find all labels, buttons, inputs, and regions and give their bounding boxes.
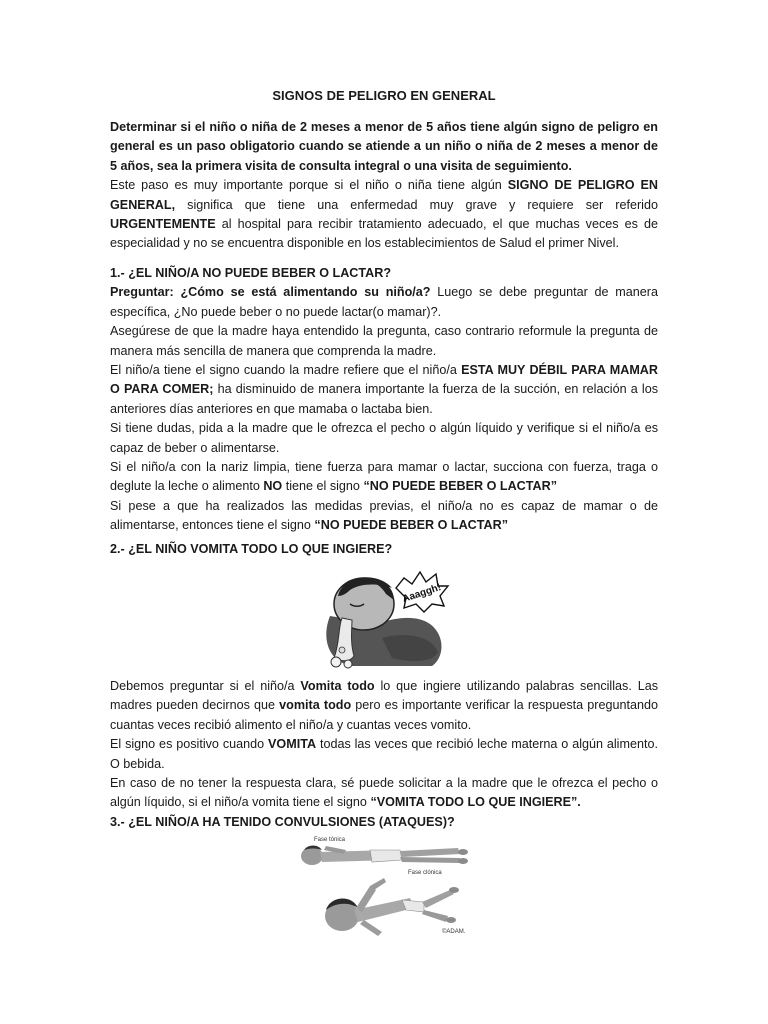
text-run: Si pese a que ha realizados las medidas previas, el niño/a no es capaz de mamar o de alimentarse, entonces tiene el signo [110, 498, 658, 533]
emphasis-no-puede-beber: “NO PUEDE BEBER O LACTAR” [314, 518, 509, 533]
section-1-paragraph-5 [110, 458, 658, 497]
text-run: Si el niño/a con la nariz limpia, tiene fuerza para mamar o lactar, succiona con fuerza, traga o deglute la leche o alimento [110, 460, 658, 494]
section-3-heading: 3.- ¿EL NIÑO/A HA TENIDO CONVULSIONES (ATAQUES)? [110, 814, 455, 829]
emphasis-vomita-todo: Vomita todo [300, 679, 375, 693]
section-1-paragraph-6 [110, 497, 658, 536]
ask-label: Preguntar: [110, 285, 174, 300]
emphasis-urgentemente: URGENTEMENTE [110, 217, 216, 232]
section-2-paragraph-3 [110, 774, 658, 813]
convulsion-phases-illustration [290, 832, 480, 938]
vomit-sound-text: Aaaggh! [401, 582, 443, 605]
section-2-paragraph-1 [110, 677, 658, 735]
intro-paragraph-1: Determinar si el niño o niña de 2 meses a menor de 5 años tiene algún signo de peligro en general es un paso obligatorio cuando se atiende a un niño o niña de 2 meses a menor de 5 años, sea la primera visita de consulta integral o una visita de seguimiento. [110, 120, 658, 173]
section-1-heading: 1.- ¿EL NIÑO/A NO PUEDE BEBER O LACTAR? [110, 266, 392, 280]
text-run: En caso de no tener la respuesta clara, sé puede solicitar a la madre que le ofrezca el pecho o algún líquido, si el niño/a vomita tiene el signo [110, 776, 658, 810]
tonic-phase-label: Fase tónica [314, 837, 346, 843]
page-title: SIGNOS DE PELIGRO EN GENERAL [272, 88, 496, 103]
section-2-body [110, 677, 658, 832]
intro-paragraph-2 [110, 176, 658, 254]
text-run: Debemos preguntar si el niño/a [110, 679, 301, 693]
text-run: lo que ingiere utilizando palabras sencillas. Las madres pueden decirnos que [110, 679, 659, 713]
illustration-credit: ©ADAM. [442, 929, 466, 935]
text-run: ha disminuido de manera importante la fuerza de la succión, en relación a los anteriores días anteriores en que mamaba o lactaba bien. [110, 382, 658, 416]
text-run: El signo es positivo cuando [110, 737, 269, 752]
text-run: pero es importante verificar la respuesta preguntando cuantas veces recibió alimento el niño/a y cuantas veces vomito. [110, 698, 658, 732]
section-1-ask [110, 283, 658, 322]
section-1-paragraph-3 [110, 361, 658, 419]
clonic-phase-label: Fase clónica [408, 870, 442, 876]
emphasis-no-puede-beber: “NO PUEDE BEBER O LACTAR” [363, 479, 558, 494]
emphasis-muy-debil: ESTA MUY DÉBIL PARA MAMAR O PARA COMER; [110, 363, 659, 397]
section-1 [110, 264, 658, 536]
vomiting-child-illustration [312, 566, 452, 674]
ask-question: ¿Cómo se está alimentando su niño/a? [173, 285, 431, 300]
text-run: todas las veces que recibió leche materna o algún alimento. O bebida. [110, 737, 658, 771]
intro-section [110, 118, 658, 254]
section-1-paragraph-2: Asegúrese de que la madre haya entendido la pregunta, caso contrario reformule la pregunta de manera más sencilla de manera que comprenda la madre. [110, 324, 658, 358]
emphasis-vomita-todo: vomita todo [279, 698, 352, 713]
text-run: tiene el signo [282, 479, 364, 494]
text-run: Luego se debe preguntar de manera específica, ¿No puede beber o no puede lactar(o mamar)?. [110, 285, 658, 319]
emphasis-signo-peligro: SIGNO DE PELIGRO EN GENERAL, [110, 178, 658, 212]
emphasis-vomita-todo-lo-que-ingiere: “VOMITA TODO LO QUE INGIERE”. [370, 795, 581, 810]
emphasis-no: NO [263, 479, 283, 494]
section-2-paragraph-2 [110, 735, 658, 774]
section-2-heading: 2.- ¿EL NIÑO VOMITA TODO LO QUE INGIERE? [110, 542, 393, 556]
section-2-heading-block [110, 540, 658, 559]
text-run: significa que tiene una enfermedad muy grave y requiere ser referido [175, 197, 658, 212]
text-run: Este paso es muy importante porque si el niño o niña tiene algún [110, 178, 508, 193]
text-run: al hospital para recibir tratamiento adecuado, el que muchas veces es de especialidad y no se encuentra disponible en los establecimientos de Salud el primer Nivel. [110, 217, 658, 251]
section-1-paragraph-4: Si tiene dudas, pida a la madre que le ofrezca el pecho o algún líquido y verifique si el niño/a es capaz de beber o alimentarse. [110, 421, 658, 455]
text-run: El niño/a tiene el signo cuando la madre refiere que el niño/a [110, 363, 462, 378]
emphasis-vomita: VOMITA [268, 737, 317, 752]
